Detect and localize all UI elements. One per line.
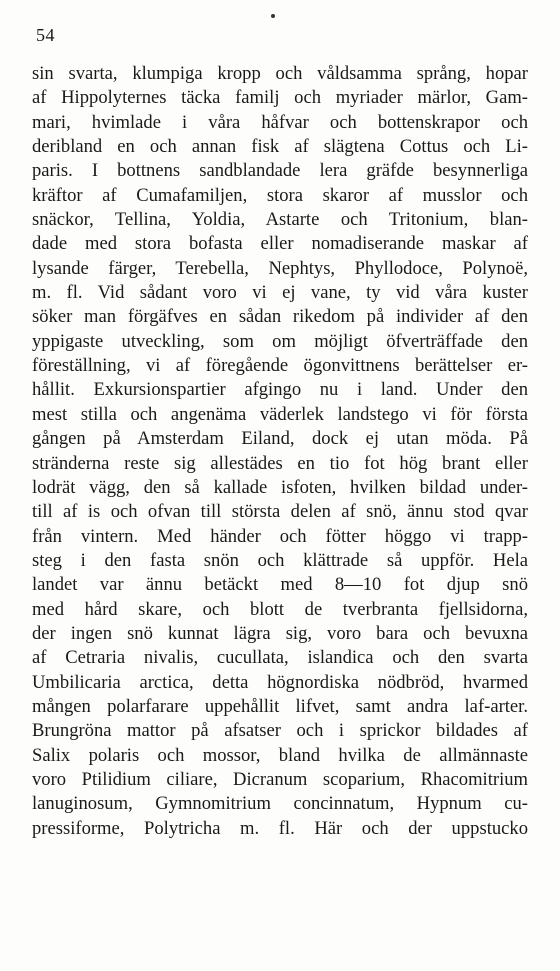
text-line: stränderna reste sig allestädes en tio fot hög brant eller (32, 452, 528, 474)
text-line: Salix polaris och mossor, bland hvilka de allmännaste (32, 744, 528, 766)
text-line: landet var ännu betäckt med 8—10 fot djup snö (32, 574, 528, 596)
text-line: från vintern. Med händer och fötter höggo vi trapp- (32, 525, 528, 547)
text-line: pressiforme, Polytricha m. fl. Här och der uppstucko (32, 817, 528, 839)
text-line: Brungröna mattor på afsatser och i sprickor bildades af (32, 720, 528, 742)
printer-mark (271, 14, 275, 18)
text-line: deribland en och annan fisk af slägtena Cottus och Li- (32, 136, 528, 158)
text-line: sin svarta, klumpiga kropp och våldsamma språng, hopar (32, 63, 528, 84)
text-line: med hård skare, och blott de tverbranta fjellsidorna, (32, 598, 528, 620)
text-line: mången polarfarare uppehållit lifvet, samt andra laf-arter. (32, 695, 528, 717)
text-line: lysande färger, Terebella, Nephtys, Phyllodoce, Polynoë, (32, 257, 528, 279)
text-line: der ingen snö kunnat lägra sig, voro bara och bevuxna (32, 622, 528, 644)
text-line: dade med stora bofasta eller nomadiserande maskar af (32, 233, 528, 255)
text-line: gången på Amsterdam Eiland, dock ej utan möda. På (32, 428, 528, 450)
text-line: snäckor, Tellina, Yoldia, Astarte och Tritonium, blan- (32, 209, 528, 231)
text-line: m. fl. Vid sådant voro vi ej vane, ty vid våra kuster (32, 282, 528, 304)
text-line: yppigaste utveckling, som om möjligt öfverträffade den (32, 330, 528, 352)
text-line: föreställning, vi af föregående ögonvittnens berättelser er- (32, 355, 528, 377)
text-line: af Cetraria nivalis, cucullata, islandica och den svarta (32, 647, 528, 669)
text-line: mest stilla och angenäma väderlek landstego vi för första (32, 403, 528, 425)
text-line: voro Ptilidium ciliare, Dicranum scoparium, Rhacomitrium (32, 768, 528, 790)
body-text (32, 62, 528, 841)
text-line: till af is och ofvan till största delen af snö, ännu stod qvar (32, 501, 528, 523)
text-line: Umbilicaria arctica, detta högnordiska nödbröd, hvarmed (32, 671, 528, 693)
text-line: lodrät vägg, den så kallade isfoten, hvilken bildad under- (32, 476, 528, 498)
text-line: steg i den fasta snön och klättrade så uppför. Hela (32, 549, 528, 571)
text-line: söker man förgäfves en sådan rikedom på individer af den (32, 306, 528, 328)
text-line: lanuginosum, Gymnomitrium concinnatum, Hypnum cu- (32, 793, 528, 815)
text-line: kräftor af Cumafamiljen, stora skaror af musslor och (32, 184, 528, 206)
page-number: 54 (36, 25, 55, 45)
text-line: af Hippolyternes täcka familj och myriader märlor, Gam- (32, 87, 528, 109)
text-line: mari, hvimlade i våra håfvar och bottenskrapor och (32, 111, 528, 133)
text-line: hållit. Exkursionspartier afgingo nu i land. Under den (32, 379, 528, 401)
text-line: paris. I bottnens sandblandade lera gräfde besynnerliga (32, 160, 528, 182)
